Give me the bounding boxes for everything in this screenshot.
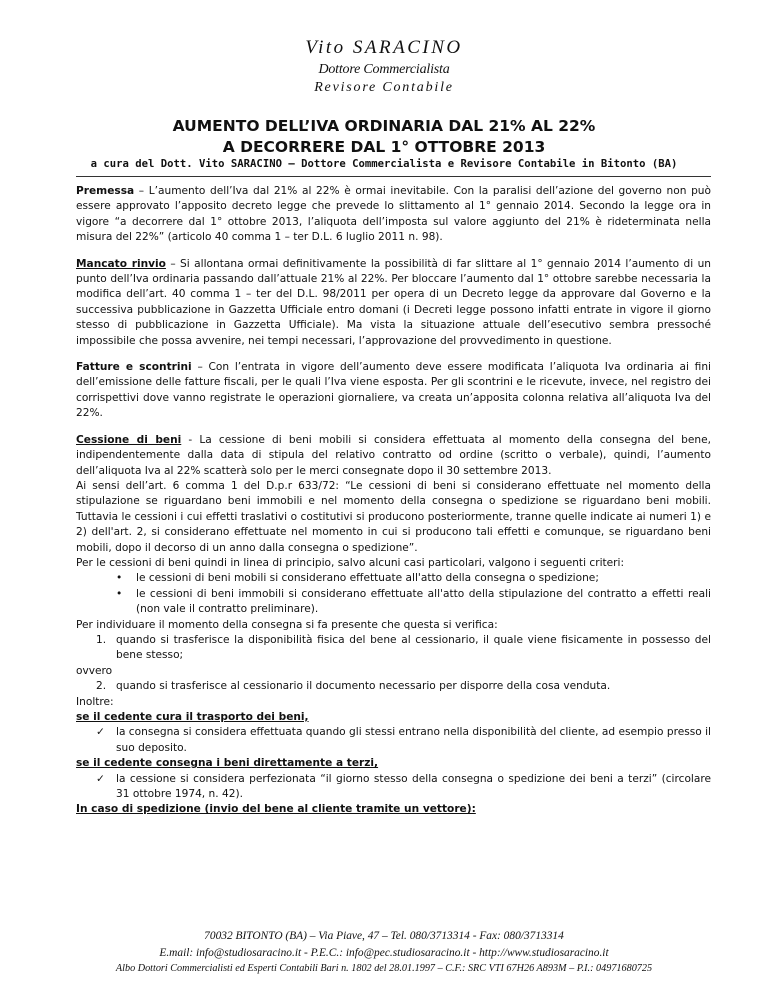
paragraph-criteri: Per le cessioni di beni quindi in linea di principio, salvo alcuni casi particolari, valgono i seguenti criteri: — [76, 556, 625, 569]
document-title-line1: AUMENTO DELL’IVA ORDINARIA DAL 21% AL 22% — [172, 117, 596, 135]
consegna-list-2 — [76, 679, 711, 694]
mancato-rinvio-lead: Mancato rinvio — [76, 257, 166, 270]
paragraph-ovvero: ovvero — [76, 664, 113, 677]
premessa-text: – L’aumento dell’Iva dal 21% al 22% è ormai inevitabile. Con la paralisi dell’azione del governo non può essere approvato l’apposito decreto legge che prevede lo slittamento al 1° gennaio 2014. Secondo la legge ora in vigore “a decorrere dal 1° ottobre 2013, l’aliquota dell’imposta sul valore aggiunto del 21% è rideterminata nella misura del 22%” (articolo 40 comma 1 – ter D.L. 6 luglio 2011 n. 98). — [76, 185, 711, 244]
criteri-list — [76, 571, 711, 617]
premessa-lead: Premessa — [76, 185, 135, 197]
list-item: • le cessioni di beni immobili si considerano effettuate all'atto della stipulazione del contratto a effetti reali (non vale il contratto preliminare). — [116, 587, 711, 616]
paragraph-mancato-rinvio — [76, 257, 711, 349]
header-divider — [76, 176, 711, 177]
document-title-line2: A DECORRERE DAL 1° OTTOBRE 2013 — [222, 138, 546, 156]
heading-trasporto: se il cedente cura il trasporto dei beni, — [76, 711, 309, 723]
paragraph-premessa — [76, 184, 711, 246]
paragraph-individuare: Per individuare il momento della consegna si fa presente che questa si verifica: — [76, 618, 498, 631]
heading-terzi: se il cedente consegna i beni direttamente a terzi, — [76, 757, 379, 770]
footer-registration: Albo Dottori Commercialisti ed Esperti Contabili Bari n. 1802 del 28.01.1997 – C.F.: SRC VTI 67H26 A893M – P.I.: 04971680725 — [115, 963, 653, 974]
document-title — [0, 116, 768, 158]
paragraph-cessione-beni — [76, 433, 711, 479]
consegna-list-1 — [76, 633, 711, 664]
cessione-lead: Cessione di beni — [76, 433, 182, 446]
footer-contacts: E.mail: info@studiosaracino.it - P.E.C.: info@pec.studiosaracino.it - http://www.studiosaracino.it — [159, 946, 609, 959]
fatture-lead: Fatture e scontrini — [76, 361, 192, 374]
list-item: 1. quando si trasferisce la disponibilità fisica del bene al cessionario, il quale viene fisicamente in possesso del bene stesso; — [96, 633, 711, 662]
checkmark-icon: ✓ — [96, 772, 105, 785]
footer-address: 70032 BITONTO (BA) – Via Piave, 47 – Tel. 080/3713314 - Fax: 080/3713314 — [204, 930, 564, 942]
cessione-text: - La cessione di beni mobili si considera effettuata al momento della consegna del bene, indipendentemente dalla data di stipula del relativo contratto od ordine (scritto o verbale), quindi, l’aumento dell’aliquota Iva al 22% scatterà solo per le merci consegnate dopo il 30 settembre 2013. — [76, 433, 711, 477]
bullet-marker: • — [116, 587, 123, 600]
letterhead-subtitle: Revisore Contabile — [314, 80, 454, 95]
list-item: • le cessioni di beni mobili si considerano effettuate all'atto della consegna o spedizione; — [76, 571, 711, 586]
check-item-trasporto: ✓ la consegna si considera effettuata quando gli stessi entrano nella disponibilità del cliente, ad esempio presso il suo deposito. — [96, 726, 711, 754]
document-byline: a cura del Dott. Vito SARACINO – Dottore Commercialista e Revisore Contabile in Bitonto (BA) — [90, 158, 678, 170]
list-item: 2. quando si trasferisce al cessionario il documento necessario per disporre della cosa venduta. — [76, 679, 711, 694]
checkmark-icon: ✓ — [96, 726, 105, 739]
letterhead-name: Vito SARACINO — [305, 37, 463, 58]
fatture-text: – Con l’entrata in vigore dell’aumento deve essere modificata l’aliquota Iva ordinaria ai fini dell’emissione delle fatture fiscali, per le quali l’Iva viene esposta. Per gli scontrini e le ricevute, invece, nel registro dei corrispettivi dove vanno registrate le operazioni giornaliere, va creata un’apposita colonna relativa all’aliquota Iva del 22%. — [76, 361, 711, 420]
number-marker: 2. — [96, 680, 107, 693]
number-marker: 1. — [96, 633, 107, 646]
paragraph-inoltre: Inoltre: — [76, 695, 114, 708]
letterhead — [0, 36, 768, 97]
check-item-terzi: ✓ la cessione si considera perfezionata “il giorno stesso della consegna o spedizione dei beni a terzi” (circolare 31 ottobre 1974, n. 42). — [96, 772, 711, 801]
paragraph-fatture-scontrini — [76, 360, 711, 422]
mancato-rinvio-text: – Si allontana ormai definitivamente la possibilità di far slittare al 1° gennaio 2014 l’aumento di un punto dell’Iva ordinaria passando dall’attuale 21% al 22%. Per bloccare l’aumento dal 1° ottobre sarebbe necessaria la modifica dell’art. 40 comma 1 – ter del D.L. 98/2011 per opera di un Decreto legge da approvare dal Governo e la successiva pubblicazione in Gazzetta Ufficiale entro domani (i Decreti legge possono infatti entrate in vigore il giorno stesso di pubblicazione in Gazzetta Ufficiale). Ma vista la situazione attuale dell’esecutivo sembra pressoché impossibile che possa avvenire, nei tempi necessari, l’approvazione del provvedimento in questione. — [76, 257, 711, 347]
document-body — [76, 184, 711, 818]
heading-spedizione: In caso di spedizione (invio del bene al cliente tramite un vettore): — [76, 803, 476, 816]
letterhead-title: Dottore Commercialista — [318, 62, 450, 77]
paragraph-art6: Ai sensi dell’art. 6 comma 1 del D.p.r 633/72: “Le cessioni di beni si considerano effettuate nel momento della stipulazione se riguardano beni immobili e nel momento della consegna o spedizione se riguardano beni mobili. Tuttavia le cessioni i cui effetti traslativi o costitutivi si producono posteriormente, tranne quelle indicate ai numeri 1) e 2) dell'art. 2, si considerano effettuate nel momento in cui si producono tali effetti e comunque, se riguardano beni mobili, dopo il decorso di un anno dalla consegna o spedizione”. — [76, 479, 711, 554]
bullet-marker: • — [116, 572, 123, 585]
footer — [0, 928, 768, 978]
